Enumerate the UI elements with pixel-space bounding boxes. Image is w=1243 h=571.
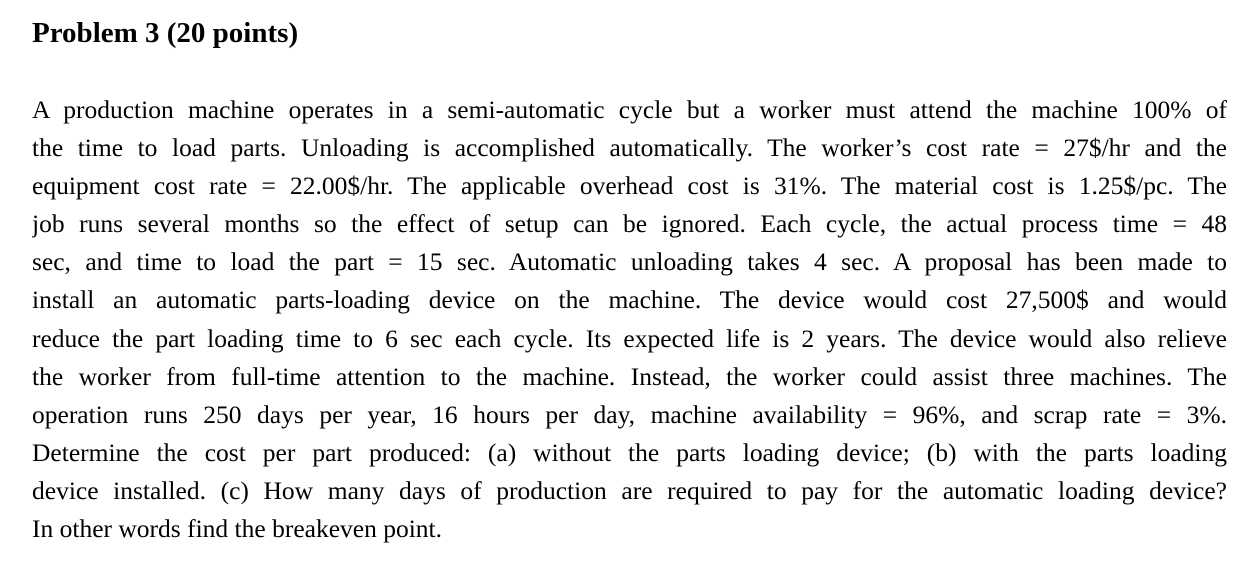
problem-statement [32, 91, 1227, 548]
statement-line: Determine the cost per part produced: (a) without the parts loading device; (b) with the parts loading [32, 437, 1227, 467]
problem-document [32, 14, 1227, 548]
statement-line: job runs several months so the effect of setup can be ignored. Each cycle, the actual process time = 48 [32, 209, 1227, 239]
statement-line: the worker from full-time attention to the machine. Instead, the worker could assist three machines. The [32, 361, 1227, 391]
problem-title: Problem 3 (20 points) [32, 17, 299, 49]
statement-line: In other words find the breakeven point. [32, 514, 443, 544]
statement-line: equipment cost rate = 22.00$/hr. The applicable overhead cost is 31%. The material cost is 1.25$/pc. The [32, 171, 1227, 201]
statement-line: the time to load parts. Unloading is accomplished automatically. The worker’s cost rate = 27$/hr and the [32, 133, 1227, 163]
statement-line: sec, and time to load the part = 15 sec. Automatic unloading takes 4 sec. A proposal has been made to [32, 247, 1227, 277]
statement-line: A production machine operates in a semi-automatic cycle but a worker must attend the machine 100% of [32, 95, 1227, 124]
statement-line: device installed. (c) How many days of production are required to pay for the automatic loading device? [32, 475, 1227, 505]
statement-line: operation runs 250 days per year, 16 hours per day, machine availability = 96%, and scrap rate = 3%. [32, 399, 1227, 429]
statement-line: install an automatic parts-loading device on the machine. The device would cost 27,500$ and would [32, 285, 1227, 315]
statement-line: reduce the part loading time to 6 sec each cycle. Its expected life is 2 years. The device would also relieve [32, 323, 1227, 353]
